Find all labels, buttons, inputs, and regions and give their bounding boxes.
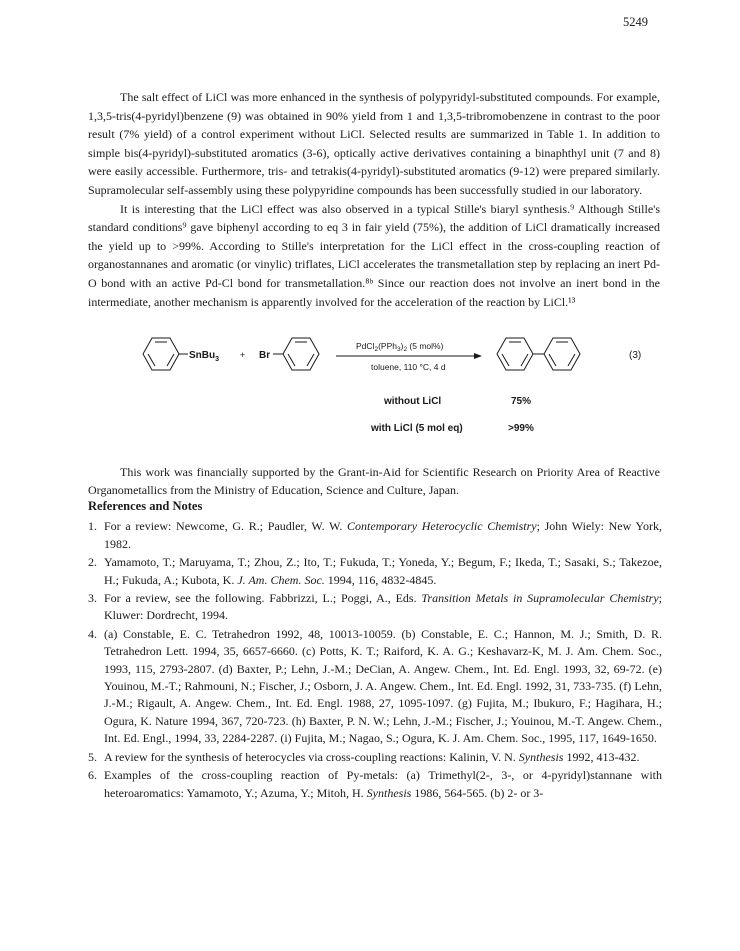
- result-1-label: without LiCl: [384, 396, 442, 407]
- reference-item: 3. For a review, see the following. Fabbrizzi, L.; Poggi, A., Eds. Transition Metals in Supramolecular Chemistry; Kluwer: Dordrecht, 1994.: [88, 591, 662, 623]
- reactant-1-label: SnBu$_3$: [189, 350, 220, 363]
- reference-item: 2. Yamamoto, T.; Maruyama, T.; Zhou, Z.; Ito, T.; Fukuda, T.; Yoneda, Y.; Begum, F.; Ikeda, T.; Sasaki, S.; Takezoe, H.; Fukuda, A.; Kubota, K. J. Am. Chem. Soc. 1994, 116, 4832-4845.: [88, 555, 662, 587]
- references-list: [88, 518, 662, 802]
- body-text: [88, 88, 660, 311]
- reference-item: 1. For a review: Newcome, G. R.; Paudler, W. W. Contemporary Heterocyclic Chemistry; John Wiely: New York, 1982.: [88, 519, 662, 551]
- reference-item: 6. Examples of the cross-coupling reaction of Py-metals: (a) Trimethyl(2-, 3-, or 4-pyridyl)stannane with heteroaromatics: Yamamoto, Y.; Azuma, Y.; Mitoh, H. Synthesis 1986, 564-565. (b) 2- or 3-: [88, 768, 662, 800]
- catalyst-label: $PdCl_2(PPh_3)_2$ (5 mol%): [356, 341, 444, 353]
- paragraph-2: It is interesting that the LiCl effect was also observed in a typical Stille's biaryl synthesis.⁹ Although Stille's standard conditions⁹ gave biphenyl according to eq 3 in fair yield (75%), the addition of LiCl dramatically increased the yield up to >99%. According to Stille's interpretation for the LiCl effect in the cross-coupling reaction of organostannanes and aromatic (or vinylic) triflates, LiCl accelerates the transmetallation step by replacing an inert Pd-O bond with an active Pd-Cl bond for transmetallation.⁸ᵇ Since our reaction does not involve an inert bond in the intermediate, another mechanism is apparently involved for the acceleration of the reaction by LiCl.¹³: [88, 201, 660, 309]
- page-number: 5249: [623, 15, 648, 29]
- conditions-label: toluene, 110 °C, 4 d: [371, 362, 446, 372]
- equation-number: (3): [629, 350, 642, 361]
- references-section: [88, 498, 662, 803]
- reference-item: 5. A review for the synthesis of heterocycles via cross-coupling reactions: Kalinin, V. N. Synthesis 1992, 413-432.: [88, 749, 640, 764]
- result-2-value: >99%: [508, 423, 534, 434]
- reference-item: 4. (a) Constable, E. C. Tetrahedron 1992, 48, 10013-10059. (b) Constable, E. C.; Hannon, M. J.; Smith, D. R. Tetrahedron Lett. 1994, 35, 6657-6660. (c) Potts, K. T.; Raiford, K. A. G.; Keshavarz-K, M. J. Am. Chem. Soc., 1993, 115, 2793-2807. (d) Baxter, P.; Lehn, J.-M.; DeCian, A. Angew. Chem., Int. Ed. Engl. 1993, 32, 69-72. (e) Youinou, M.-T.; Rahmouni, N.; Fischer, J.; Osborn, J. A. Angew. Chem., Int. Ed. Engl. 1992, 31, 733-735. (f) Lehn, J.-M.; Rigault, A. Angew. Chem., Int. Ed. Engl. 1988, 27, 1095-1097. (g) Fujita, M.; Ibukuro, F.; Hagihara, H.; Ogura, K. Nature 1994, 367, 720-723. (h) Baxter, P. N. W.; Lehn, J.-M.; Fischer, J.; Youinou, M.-T. Angew. Chem., Int. Ed. Engl., 1994, 33, 2284-2287. (i) Fujita, M.; Nagao, S.; Ogura, K. J. Am. Chem. Soc., 1995, 117, 1649-1650.: [88, 626, 662, 746]
- benzene-ring-1: [143, 338, 179, 370]
- paragraph-1: The salt effect of LiCl was more enhanced in the synthesis of polypyridyl-substituted compounds. For example, 1,3,5-tris(4-pyridyl)benzene (9) was obtained in 90% yield from 1 and 1,3,5-tribromobenzene in contrast to the poor result (7% yield) of a control experiment without LiCl. Selected results are summarized in Table 1. In addition to simple bis(4-pyridyl)-substituted aromatics (3-6), optically active derivatives containing a binaphthyl unit (7 and 8) were easily accessible. Furthermore, tris- and tetrakis(4-pyridyl)-substituted aromatics (9-12) were prepared similarly. Supramolecular self-assembly using these polypyridine compounds has been successfully studied in our laboratory.: [88, 90, 660, 197]
- result-2-label: with LiCl (5 mol eq): [371, 423, 463, 434]
- reaction-scheme: [0, 335, 740, 445]
- benzene-ring-2: [283, 338, 319, 370]
- result-1-value: 75%: [511, 396, 532, 407]
- plus-sign: +: [240, 350, 246, 360]
- reactant-2-label: Br: [259, 350, 271, 361]
- references-heading: References and Notes: [88, 499, 203, 513]
- arrow-head: [474, 353, 482, 359]
- biphenyl-product: [497, 338, 580, 370]
- acknowledgment: This work was financially supported by the Grant-in-Aid for Scientific Research on Priority Area of Reactive Organometallics from the Ministry of Education, Science and Culture, Japan.: [88, 465, 660, 497]
